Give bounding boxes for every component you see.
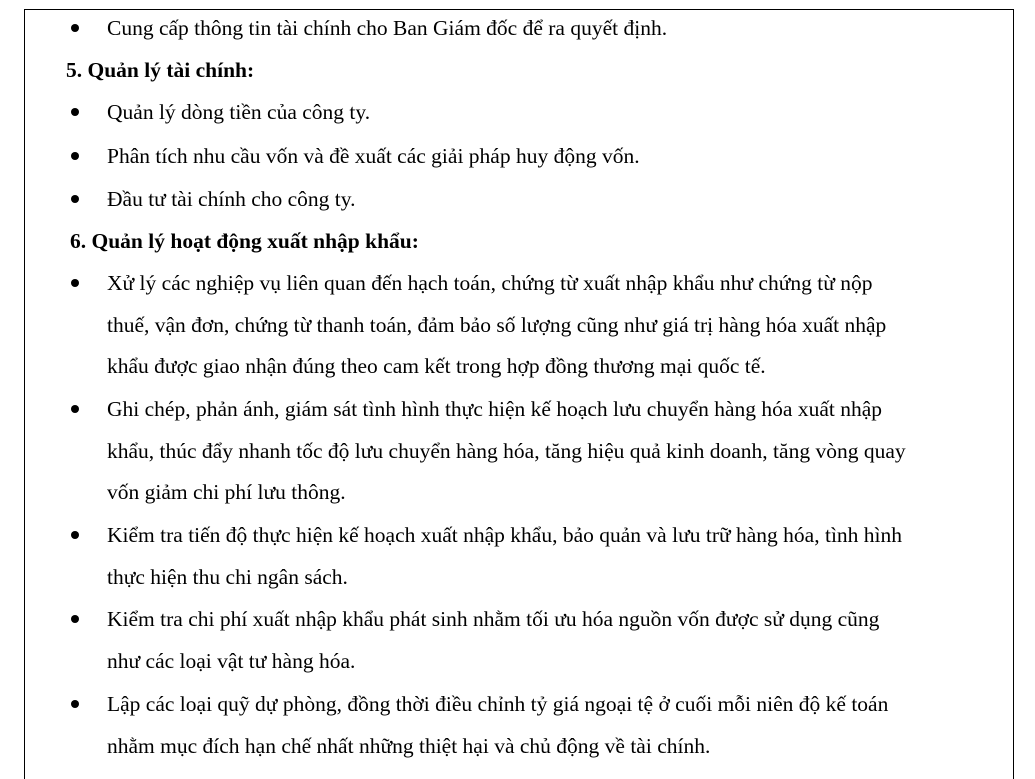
bullet-icon	[71, 615, 79, 623]
bullet-icon	[71, 531, 79, 539]
list-item-text: Lập các loại quỹ dự phòng, đồng thời điều chỉnh tỷ giá ngoại tệ ở cuối mỗi niên độ kế toán	[107, 692, 889, 716]
list-item-text: Kiểm tra tiến độ thực hiện kế hoạch xuất nhập khẩu, bảo quản và lưu trữ hàng hóa, tình hình	[107, 523, 903, 547]
list-item-text: thuế, vận đơn, chứng từ thanh toán, đảm bảo số lượng cũng như giá trị hàng hóa xuất nhập	[107, 313, 887, 337]
section-heading: 6. Quản lý hoạt động xuất nhập khẩu:	[70, 229, 419, 253]
bullet-icon	[71, 405, 79, 413]
bullet-icon	[71, 108, 79, 116]
list-item-text: Kiểm tra chi phí xuất nhập khẩu phát sinh nhằm tối ưu hóa nguồn vốn được sử dụng cũng	[107, 607, 880, 631]
list-item-text: Xử lý các nghiệp vụ liên quan đến hạch toán, chứng từ xuất nhập khẩu như chứng từ nộp	[107, 271, 873, 295]
list-item-text: khẩu, thúc đẩy nhanh tốc độ lưu chuyển hàng hóa, tăng hiệu quả kinh doanh, tăng vòng quay	[107, 439, 906, 463]
list-item-text: khẩu được giao nhận đúng theo cam kết trong hợp đồng thương mại quốc tế.	[107, 354, 766, 378]
bullet-icon	[71, 195, 79, 203]
list-item-text: Phân tích nhu cầu vốn và đề xuất các giải pháp huy động vốn.	[107, 144, 640, 168]
list-item-text: như các loại vật tư hàng hóa.	[107, 649, 356, 673]
bullet-icon	[71, 24, 79, 32]
bullet-icon	[71, 279, 79, 287]
list-item-text: Cung cấp thông tin tài chính cho Ban Giám đốc để ra quyết định.	[107, 16, 668, 40]
list-item-text: vốn giảm chi phí lưu thông.	[107, 480, 346, 504]
list-item-text: Đầu tư tài chính cho công ty.	[107, 187, 356, 211]
bullet-icon	[71, 700, 79, 708]
list-item-text: Ghi chép, phản ánh, giám sát tình hình thực hiện kế hoạch lưu chuyển hàng hóa xuất nhập	[107, 397, 883, 421]
list-item-text: thực hiện thu chi ngân sách.	[107, 565, 348, 589]
bullet-icon	[71, 152, 79, 160]
section-heading: 5. Quản lý tài chính:	[66, 58, 255, 82]
list-item-text: Quản lý dòng tiền của công ty.	[107, 100, 371, 124]
list-item-text: nhằm mục đích hạn chế nhất những thiệt hại và chủ động về tài chính.	[107, 734, 711, 758]
